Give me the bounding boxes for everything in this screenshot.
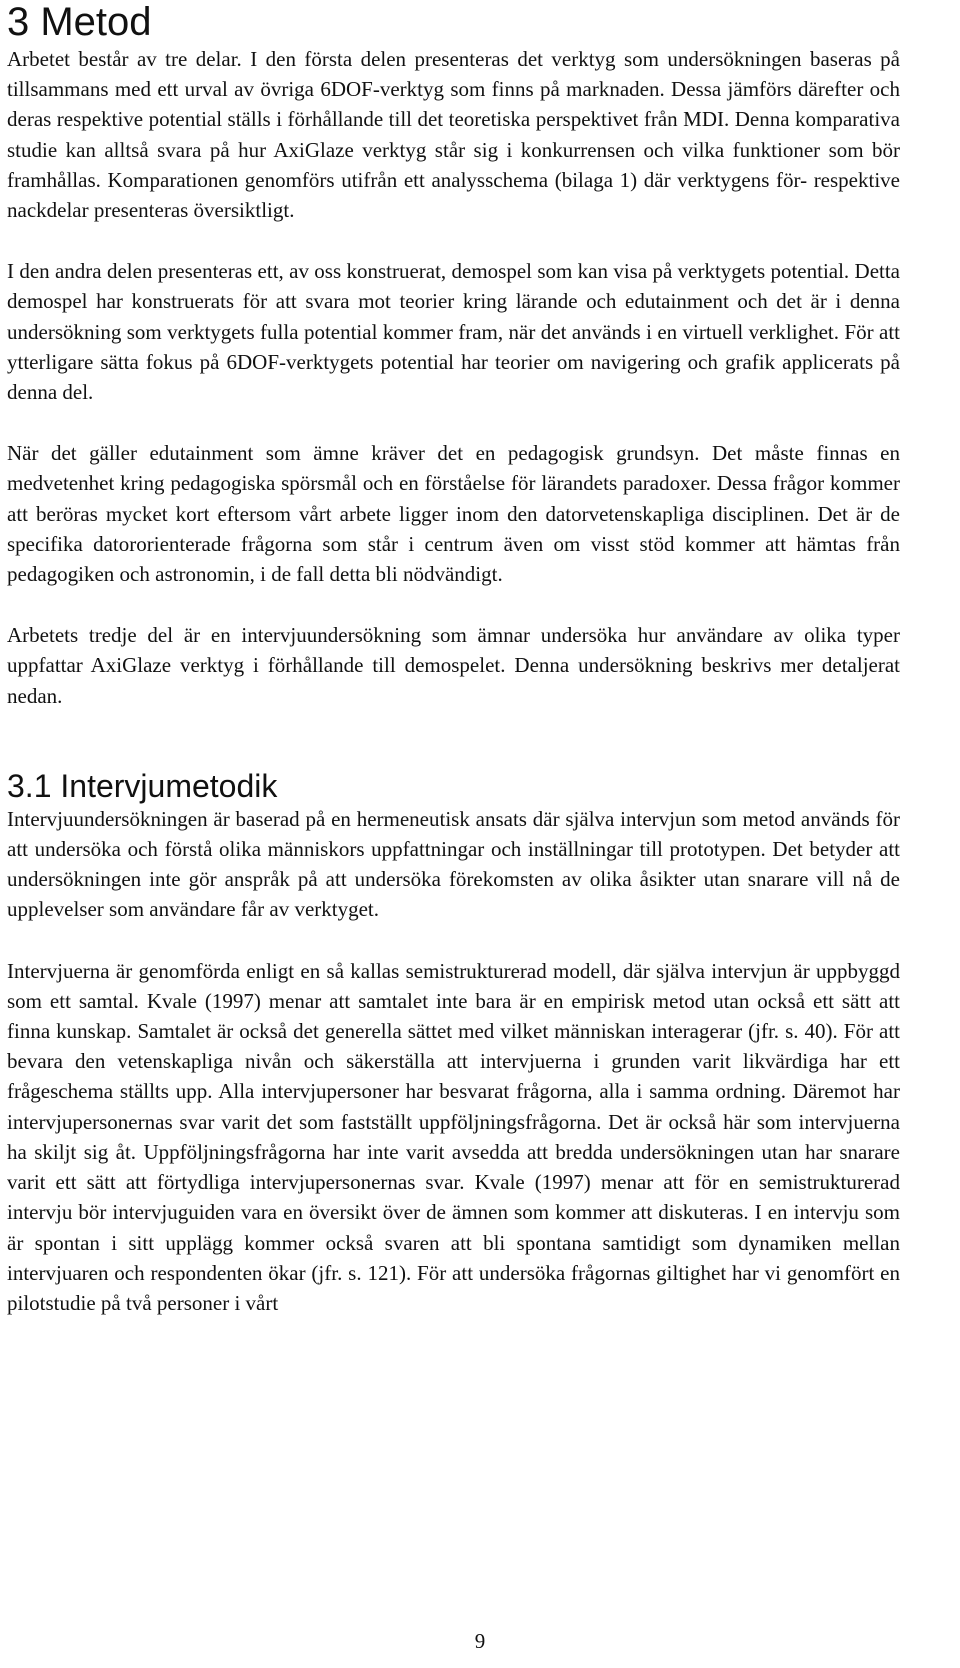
- paragraph-hermeneutic: Intervjuundersökningen är baserad på en hermeneutisk ansats där själva intervjun som metod används för att undersöka och förstå olika människors uppfattningar och inställningar till prototypen. Det betyder att undersökningen inte gör anspråk på att undersöka förekomsten av olika åsikter utan snarare vill nå de upplevelser som användare får av verktyget.: [7, 806, 900, 922]
- subsection-heading: 3.1 Intervjumetodik: [7, 767, 278, 804]
- page-number: 9: [474, 1629, 486, 1653]
- paragraph-edutainment: När det gäller edutainment som ämne kräver det en pedagogisk grundsyn. Det måste finnas en medvetenhet kring pedagogiska spörsmål och en förståelse för lärandets paradoxer. Dessa frågor kommer att beröras mycket kort eftersom vårt arbete ligger inom den datorvetenskapliga disciplinen. Det är de specifika datororienterade frågorna som står i centrum även om visst stöd kommer att hämtas från pedagogiken och astronomin, i de fall detta bli nödvändigt.: [7, 441, 900, 587]
- section-heading: 3 Metod: [7, 0, 152, 44]
- paragraph-demo-game: I den andra delen presenteras ett, av oss konstruerat, demospel som kan visa på verktygets potential. Detta demospel har konstruerats för att svara mot teorier kring lärande och edutainment och det är i denna undersökning som verktygets fulla potential kommer fram, när det används i en virtuell verklighet. För att ytterligare sätta fokus på 6DOF-verktygets potential har teorier om navigering och grafik applicerats på denna del.: [7, 259, 900, 405]
- paragraph-semistructured: Intervjuerna är genomförda enligt en så kallas semistrukturerad modell, där själva intervjun är uppbyggd som ett samtal. Kvale (1997) menar att samtalet inte bara är en empirisk metod utan också ett sätt att finna kunskap. Samtalet är också det generella sättet med vilket människan interagerar (jfr. s. 40). För att bevara den vetenskapliga nivån och säkerställa att intervjuerna i grunden varit likvärdiga har ett frågeschema ställts upp. Alla intervjupersoner har besvarat frågorna, alla i samma ordning. Däremot har intervjupersonernas svar varit det som fastställt uppföljningsfrågorna. Det är också här som intervjuerna ha skiljt sig åt. Uppföljningsfrågorna har inte varit avsedda att bredda undersökningen utan har snarare varit ett sätt att förtydliga intervjupersonernas svar. Kvale (1997) menar att för en semistrukturerad intervju bör intervjuguiden vara en översikt över de ämnen som kommer att diskuteras. I en intervju som är spontan i sitt upplägg kommer också svaren att bli spontana samtidigt som dynamiken mellan intervjuaren och respondenten ökar (jfr. s. 121). För att undersöka frågornas giltighet har vi genomfört en pilotstudie på två personer i vårt: [7, 958, 900, 1315]
- paragraph-overview: Arbetet består av tre delar. I den första delen presenteras det verktyg som undersökningen baseras på tillsammans med ett urval av övriga 6DOF-verktyg som finns på marknaden. Dessa jämförs därefter och deras respektive potential ställs i förhållande till det teoretiska perspektivet från MDI. Denna komparativa studie kan alltså svara på hur AxiGlaze verktyg står sig i konkurrensen och vilka funktioner som bör framhållas. Komparationen genomförs utifrån ett analysschema (bilaga 1) där verktygens för- respektive nackdelar presenteras översiktligt.: [7, 47, 900, 223]
- document-page: [7, 0, 900, 1318]
- paragraph-interview-study: Arbetets tredje del är en intervjuundersökning som ämnar undersöka hur användare av olika typer uppfattar AxiGlaze verktyg i förhållande till demospelet. Denna undersökning beskrivs mer detaljerat nedan.: [7, 623, 900, 708]
